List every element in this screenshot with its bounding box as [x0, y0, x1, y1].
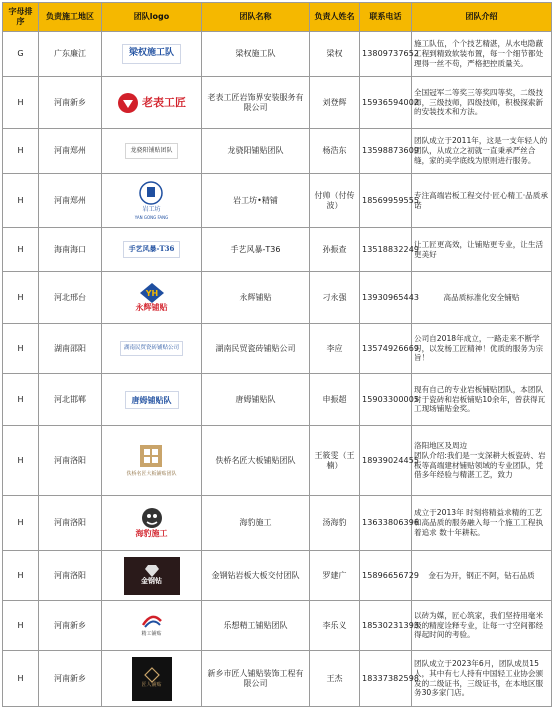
yonghui-emblem-icon	[140, 283, 164, 303]
cell-letter: H	[3, 374, 39, 426]
cell-region: 河南洛阳	[39, 496, 102, 551]
team-logo: 金钢钻	[124, 557, 180, 595]
cell-logo	[102, 174, 202, 228]
cell-region: 河南新乡	[39, 651, 102, 707]
cell-team-name: 手艺风暴-T36	[202, 228, 310, 272]
table-header-row	[3, 3, 552, 32]
cell-team-name: 海豹施工	[202, 496, 310, 551]
cell-region: 河南郑州	[39, 129, 102, 174]
cell-region: 湖南邵阳	[39, 324, 102, 374]
cell-region: 河南洛阳	[39, 426, 102, 496]
cell-phone: 15896656729	[360, 551, 412, 601]
cell-phone: 13633806396	[360, 496, 412, 551]
cell-logo	[102, 77, 202, 129]
cell-logo	[102, 601, 202, 651]
cell-phone: 15936594002	[360, 77, 412, 129]
cell-region: 河北邯郸	[39, 374, 102, 426]
seal-mascot-icon	[140, 507, 164, 529]
cell-logo	[102, 496, 202, 551]
logo-mark-text: YH	[145, 288, 158, 298]
cell-intro: 公司自2018年成立，一路走来不断学习，以发杨工匠精神！优质的服务为宗旨！	[412, 324, 552, 374]
cell-intro: 成立于2013年 时刻将精益求精的工艺和高品质的服务融入每一个施工工程执着追求 数十年耕耘。	[412, 496, 552, 551]
cell-intro: 让工匠更高效，让铺贴更专业，让生活更美好	[412, 228, 552, 272]
cell-phone: 13930965443	[360, 272, 412, 324]
cell-intro: 现有自己的专业岩板铺贴团队，本团队对于瓷砖和岩板铺贴10余年，曾获得瓦工现场铺贴金奖。	[412, 374, 552, 426]
cell-leader: 王杰	[310, 651, 360, 707]
cell-letter: H	[3, 174, 39, 228]
team-logo: 海豹施工	[136, 507, 168, 539]
team-logo: 佚桥名匠大板铺贴团队	[126, 443, 176, 477]
cell-leader: 刁永强	[310, 272, 360, 324]
team-logo: 匠人铺贴	[132, 657, 172, 701]
cell-phone: 13574926669	[360, 324, 412, 374]
table-row	[3, 129, 552, 174]
cell-intro: 全国冠军二等奖三等奖四等奖，二级技师，三级技师，四级技师，积极探索新的安装技术和方法。	[412, 77, 552, 129]
cell-leader: 汤海豹	[310, 496, 360, 551]
cell-logo	[102, 272, 202, 324]
cell-phone: 18569959555	[360, 174, 412, 228]
team-logo: 梁权施工队	[122, 44, 181, 63]
cell-region: 河北邢台	[39, 272, 102, 324]
cell-team-name: 永辉铺贴	[202, 272, 310, 324]
cell-intro: 团队成立于2011年，这是一支年轻人的团队，从成立之初就一直秉承严丝合缝，家的美学底线为原则进行服务。	[412, 129, 552, 174]
cell-team-name: 岩工坊•精铺	[202, 174, 310, 228]
cell-leader: 李应	[310, 324, 360, 374]
team-logo: 精工铺贴	[141, 613, 163, 637]
cell-team-name: 金钢钻岩板大板交付团队	[202, 551, 310, 601]
cell-leader: 申振超	[310, 374, 360, 426]
team-logo: 手艺风暴-T36	[123, 241, 181, 258]
cell-region: 海南海口	[39, 228, 102, 272]
table-row	[3, 32, 552, 77]
laobiao-emblem-icon	[117, 92, 139, 114]
cell-leader: 刘登辉	[310, 77, 360, 129]
cell-intro: 高品质标准化安全铺贴	[412, 272, 552, 324]
swoosh-emblem-icon	[141, 613, 163, 631]
window-emblem-icon	[138, 443, 164, 469]
cell-letter: H	[3, 324, 39, 374]
cell-logo	[102, 324, 202, 374]
table-row	[3, 601, 552, 651]
cell-letter: H	[3, 496, 39, 551]
teams-table	[2, 2, 552, 707]
cell-team-name: 乐想精工铺贴团队	[202, 601, 310, 651]
cell-team-name: 龙骁阳铺贴团队	[202, 129, 310, 174]
header-letter: 字母排序	[3, 3, 39, 32]
cell-phone: 18530231393	[360, 601, 412, 651]
table-row	[3, 174, 552, 228]
cell-leader: 孙振查	[310, 228, 360, 272]
cell-leader: 梁权	[310, 32, 360, 77]
cell-region: 河南洛阳	[39, 551, 102, 601]
cell-intro: 专注高端岩板工程交付·匠心精工·品质承诺	[412, 174, 552, 228]
cell-letter: H	[3, 228, 39, 272]
cell-phone: 13598873609	[360, 129, 412, 174]
header-intro: 团队介绍	[412, 3, 552, 32]
cell-letter: H	[3, 129, 39, 174]
table-row	[3, 77, 552, 129]
cell-logo	[102, 129, 202, 174]
cell-logo	[102, 32, 202, 77]
cell-intro: 施工队伍，个个技艺精湛，从水电隐蔽工程到精致软装布置，每一个细节都处理得一丝不苟，严格把控质量关。	[412, 32, 552, 77]
cell-logo	[102, 374, 202, 426]
cell-phone: 13518832249	[360, 228, 412, 272]
cell-leader: 罗建广	[310, 551, 360, 601]
table-row	[3, 272, 552, 324]
table-row	[3, 374, 552, 426]
cell-leader: 杨浩东	[310, 129, 360, 174]
table-row	[3, 228, 552, 272]
cell-phone: 15903300005	[360, 374, 412, 426]
cell-team-name: 新乡市匠人铺贴装饰工程有限公司	[202, 651, 310, 707]
cell-intro: 洛阳地区及周边 团队介绍:我们是一支深耕大板瓷砖、岩板等高端建材铺贴领域的专业团队，凭借多年经验与精湛工艺，致力	[412, 426, 552, 496]
team-logo: YH 永辉铺贴	[136, 283, 168, 313]
cell-leader: 王筱雯（王楠）	[310, 426, 360, 496]
cell-phone: 13809737652	[360, 32, 412, 77]
cell-region: 河南新乡	[39, 601, 102, 651]
cell-letter: H	[3, 551, 39, 601]
header-logo: 团队logo	[102, 3, 202, 32]
cell-phone: 18939024455	[360, 426, 412, 496]
header-team-name: 团队名称	[202, 3, 310, 32]
cell-leader: 李乐义	[310, 601, 360, 651]
table-row	[3, 551, 552, 601]
table-row	[3, 324, 552, 374]
table-row	[3, 651, 552, 707]
cell-letter: H	[3, 601, 39, 651]
cell-letter: H	[3, 426, 39, 496]
cell-team-name: 老表工匠岩饰界安装服务有限公司	[202, 77, 310, 129]
header-region: 负责施工地区	[39, 3, 102, 32]
cell-team-name: 唐姆铺贴队	[202, 374, 310, 426]
team-logo: 湖南民贸瓷砖铺贴公司	[120, 341, 183, 356]
cell-logo	[102, 426, 202, 496]
cell-letter: H	[3, 272, 39, 324]
cell-logo	[102, 651, 202, 707]
header-phone: 联系电话	[360, 3, 412, 32]
cell-letter: G	[3, 32, 39, 77]
table-row	[3, 496, 552, 551]
cell-intro: 金石为开，钢正不阿，钻石品质	[412, 551, 552, 601]
cell-region: 广东廉江	[39, 32, 102, 77]
header-leader: 负责人姓名	[310, 3, 360, 32]
cell-logo	[102, 228, 202, 272]
cell-team-name: 湖南民贸瓷砖铺贴公司	[202, 324, 310, 374]
cell-letter: H	[3, 77, 39, 129]
cell-leader: 付帅（付传波）	[310, 174, 360, 228]
cell-intro: 以砖为媒，匠心筑家，我们坚持用毫米级的精度诠释专业，让每一寸空间都经得起时间的考验。	[412, 601, 552, 651]
team-logo: 唐姆铺贴队	[125, 391, 179, 409]
yangongfang-emblem-icon	[138, 181, 164, 205]
diamond-icon	[145, 565, 159, 577]
team-logo: 龙骁阳铺贴团队	[125, 143, 177, 159]
cell-team-name: 佚桥名匠大板铺贴团队	[202, 426, 310, 496]
cell-team-name: 梁权施工队	[202, 32, 310, 77]
cell-letter: H	[3, 651, 39, 707]
cell-logo	[102, 551, 202, 601]
cell-region: 河南新乡	[39, 77, 102, 129]
team-logo: 老表工匠	[117, 92, 186, 114]
team-logo: 岩工坊 YAN GONG FANG	[135, 181, 169, 220]
cell-intro: 团队成立于2023年6月，团队成员15人，其中有七人持有中国轻工业协会颁发的二级证书，三级证书，在本地区服务30多家门店。	[412, 651, 552, 707]
cell-phone: 18337382598	[360, 651, 412, 707]
cell-region: 河南郑州	[39, 174, 102, 228]
table-row	[3, 426, 552, 496]
craftsman-emblem-icon	[145, 668, 159, 682]
